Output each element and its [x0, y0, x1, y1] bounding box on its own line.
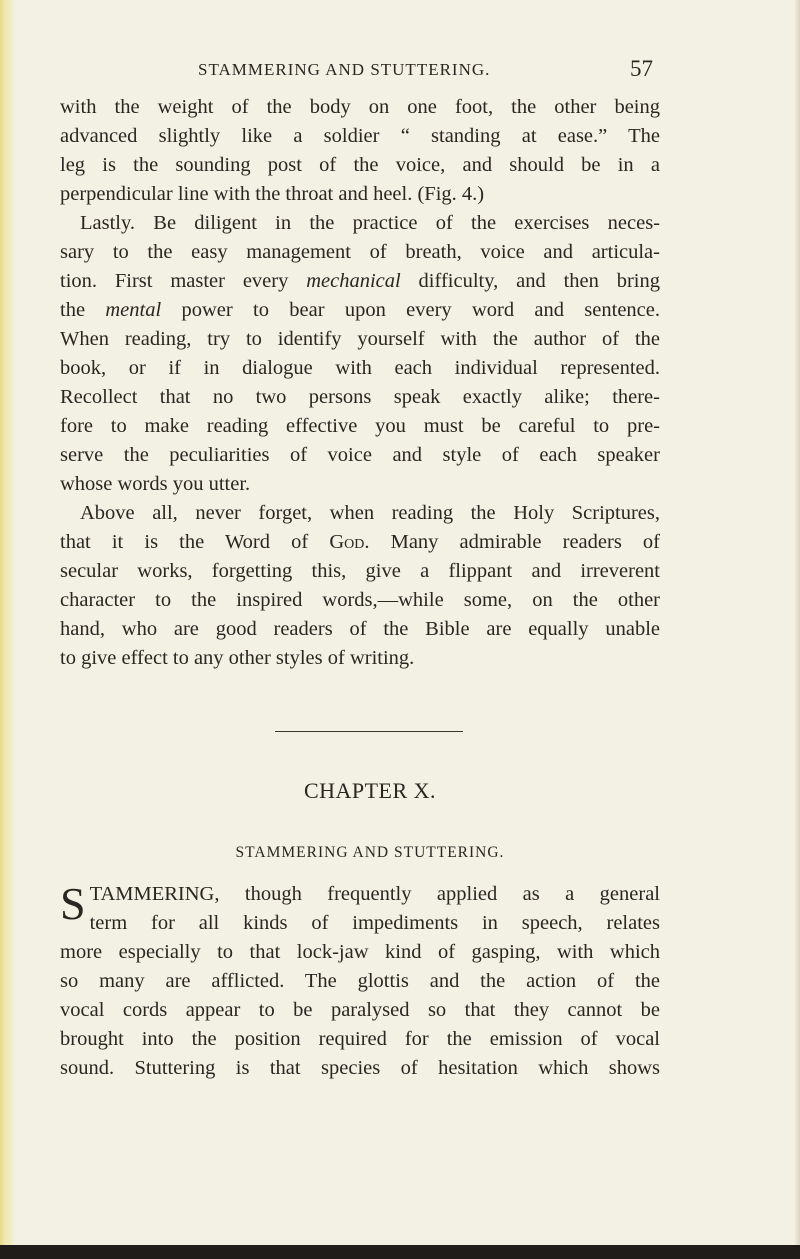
running-head-title: STAMMERING AND STUTTERING. — [198, 60, 491, 79]
body-text-run: difficulty, and then bring — [400, 270, 660, 292]
small-caps-god: God — [329, 531, 365, 553]
chapter-text — [60, 880, 660, 1083]
body-text-run: the — [60, 299, 106, 321]
running-head — [60, 56, 740, 86]
body-text — [60, 93, 660, 673]
body-line: When reading, try to identify yourself with the author of the — [60, 328, 660, 350]
body-line: character to the inspired words,—while some, on the other — [60, 589, 660, 611]
body-line: hand, who are good readers of the Bible are equally unable — [60, 618, 660, 640]
body-line: leg is the sounding post of the voice, and should be in a — [60, 154, 660, 176]
body-line-mixed — [60, 296, 660, 325]
emphasis-mechanical: mechanical — [306, 270, 401, 292]
page-number: 57 — [630, 56, 653, 81]
chapter-subtitle: STAMMERING AND STUTTERING. — [235, 844, 505, 861]
body-line: serve the peculiarities of voice and style of each speaker — [60, 444, 660, 466]
chapter-line: so many are afflicted. The glottis and the action of the — [60, 970, 660, 992]
body-line: to give effect to any other styles of writing. — [60, 647, 415, 669]
body-line: with the weight of the body on one foot, the other being — [60, 96, 660, 118]
chapter-line: TAMMERING, though frequently applied as a general — [89, 883, 660, 905]
body-line-mixed — [60, 267, 660, 296]
drop-cap: S — [60, 878, 86, 929]
chapter-title: CHAPTER X. — [303, 778, 437, 803]
body-line: advanced slightly like a soldier “ standing at ease.” The — [60, 125, 660, 147]
body-line: fore to make reading effective you must be careful to pre- — [60, 415, 660, 437]
body-line: whose words you utter. — [60, 473, 251, 495]
body-line: book, or if in dialogue with each individual represented. — [60, 357, 660, 379]
body-text-run: tion. First master every — [60, 270, 307, 292]
body-line: Lastly. Be diligent in the practice of the exercises neces- — [80, 212, 660, 234]
chapter-line: vocal cords appear to be paralysed so that they cannot be — [60, 999, 660, 1021]
body-line-mixed — [60, 528, 660, 557]
body-line: sary to the easy management of breath, voice and articula- — [60, 241, 660, 263]
section-divider — [275, 731, 463, 732]
emphasis-mental: mental — [105, 299, 162, 321]
body-text-run: . Many admirable readers of — [364, 531, 660, 553]
body-line: secular works, forgetting this, give a flippant and irreverent — [60, 560, 660, 582]
chapter-line: more especially to that lock-jaw kind of gasping, with which — [60, 941, 660, 963]
body-text-run: power to bear upon every word and sentence. — [161, 299, 660, 321]
page-right-edge — [794, 0, 800, 1259]
chapter-line: sound. Stuttering is that species of hesitation which shows — [60, 1057, 660, 1079]
page-bottom-edge — [0, 1245, 800, 1259]
page-spine-edge — [0, 0, 14, 1259]
body-line: Recollect that no two persons speak exactly alike; there- — [60, 386, 660, 408]
chapter-line: term for all kinds of impediments in speech, relates — [89, 912, 660, 934]
chapter-line: brought into the position required for the emission of vocal — [60, 1028, 660, 1050]
body-line: perpendicular line with the throat and heel. (Fig. 4.) — [60, 183, 485, 205]
body-text-run: that it is the Word of — [60, 531, 330, 553]
body-line: Above all, never forget, when reading the Holy Scriptures, — [80, 502, 660, 524]
